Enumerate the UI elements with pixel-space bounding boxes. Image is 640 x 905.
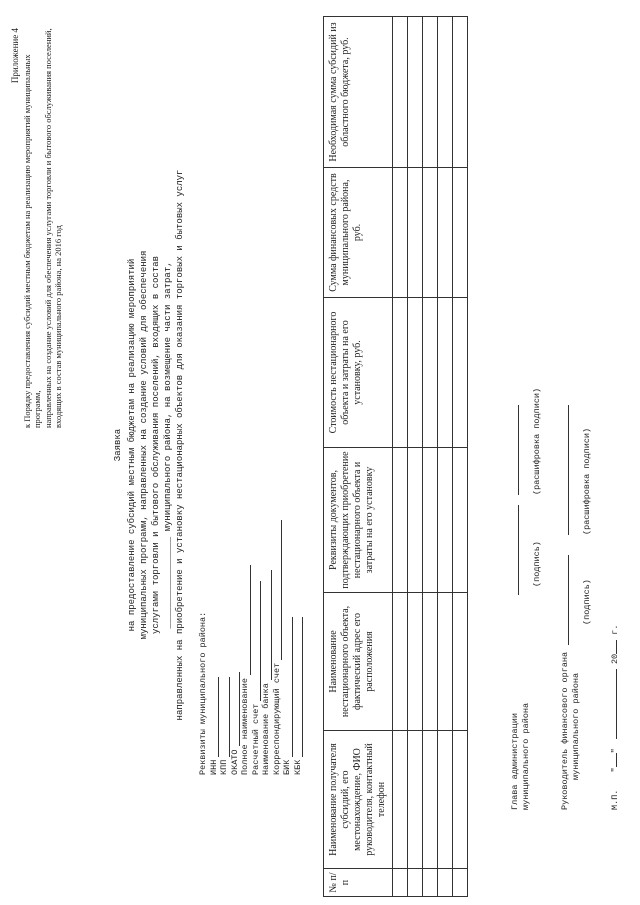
table-cell[interactable] — [393, 448, 408, 593]
table-cell[interactable] — [423, 168, 438, 298]
kbk-field[interactable] — [293, 617, 303, 757]
finance-title: Руководитель финансового органа — [560, 651, 570, 810]
bank-field[interactable] — [262, 570, 272, 680]
full-name-field[interactable] — [241, 565, 251, 675]
table-row — [393, 17, 408, 897]
finance-decoding-line[interactable] — [568, 405, 569, 535]
table-cell[interactable] — [453, 298, 468, 448]
requisite-kbk: КБК — [293, 520, 304, 775]
requisite-bank: Наименование банка — [261, 520, 272, 775]
column-header-recipient: Наименование получателя субсидий, его местонахождение, ФИО руководителя, контактный телефон — [324, 731, 393, 869]
table-cell[interactable] — [408, 593, 423, 731]
column-header-number: № п/п — [324, 869, 393, 897]
table-row — [438, 17, 453, 897]
table-cell[interactable] — [408, 298, 423, 448]
head-signature-block — [510, 703, 531, 810]
table-cell[interactable] — [393, 731, 408, 869]
date-day-field[interactable] — [616, 753, 617, 767]
application-line: на предоставление субсидий местным бюджетам на реализацию мероприятий — [127, 258, 137, 632]
head-decoding-caption: (расшифровка подписи) — [532, 387, 542, 495]
head-signature-line[interactable] — [518, 505, 519, 595]
inn-field[interactable] — [209, 677, 219, 757]
application-title: Заявка — [113, 428, 123, 462]
seal-mark: М.П. — [610, 789, 620, 810]
table-cell[interactable] — [393, 298, 408, 448]
requisite-corr-account: Корреспондирующий счет — [272, 520, 283, 775]
application-line: _________________ муниципального района, на возмещение части затрат, — [163, 261, 173, 629]
finance-district: муниципального района — [570, 672, 581, 780]
finance-signature-caption: (подпись) — [582, 579, 592, 625]
appendix-line: к Порядку предоставления субсидий местным бюджетам на реализацию мероприятий муниципальных программ, — [21, 54, 42, 428]
head-decoding-line[interactable] — [518, 405, 519, 495]
table-cell[interactable] — [408, 869, 423, 897]
table-cell[interactable] — [393, 869, 408, 897]
table-cell[interactable] — [423, 298, 438, 448]
head-signature-caption: (подпись) — [532, 541, 542, 587]
table-header-row — [324, 17, 393, 897]
table-cell[interactable] — [423, 17, 438, 168]
date-month-field[interactable] — [616, 669, 617, 739]
table-row — [453, 17, 468, 897]
appendix-title: Приложение 4 — [10, 28, 20, 84]
corr-account-field[interactable] — [272, 520, 282, 660]
table-cell[interactable] — [423, 731, 438, 869]
table-cell[interactable] — [453, 17, 468, 168]
requisite-full-name: Полное наименование — [240, 520, 251, 775]
finance-signature-block — [560, 652, 581, 810]
column-header-regional-subsidy: Необходимая сумма субсидий из областного бюджета, руб. — [324, 17, 393, 168]
column-header-documents: Реквизиты документов, подтверждающих приобретение нестационарного объекта и затраты на его установку — [324, 448, 393, 593]
application-line: услугами торговли и бытового обслуживания поселений, входящих в состав — [151, 255, 161, 635]
table-cell[interactable] — [423, 593, 438, 731]
table-row — [408, 17, 423, 897]
application-line: направленных на приобретение и установку нестационарных объектов для оказания торговых и бытовых услуг — [175, 169, 185, 721]
table-cell[interactable] — [438, 731, 453, 869]
appendix-note — [10, 28, 64, 498]
table-body — [393, 17, 468, 897]
account-field[interactable] — [251, 581, 261, 701]
table-cell[interactable] — [393, 593, 408, 731]
head-district: муниципального района — [520, 702, 531, 810]
table-cell[interactable] — [438, 593, 453, 731]
table-cell[interactable] — [438, 869, 453, 897]
okato-field[interactable] — [230, 672, 240, 746]
requisite-okato: ОКАТО — [230, 520, 241, 775]
kpp-field[interactable] — [220, 677, 230, 757]
table-cell[interactable] — [423, 448, 438, 593]
table-cell[interactable] — [453, 168, 468, 298]
table-cell[interactable] — [393, 168, 408, 298]
requisite-bik: БИК — [282, 520, 293, 775]
table-cell[interactable] — [453, 448, 468, 593]
requisites-block — [198, 520, 303, 775]
requisite-account: Расчетный счет — [251, 520, 262, 775]
application-heading — [112, 135, 186, 755]
table-cell[interactable] — [408, 448, 423, 593]
table-cell[interactable] — [438, 168, 453, 298]
table-row — [423, 17, 438, 897]
appendix-line: направленных на создание условий для обеспечения услугами торговли и бытового обслуживания поселений, — [42, 28, 53, 428]
column-header-district-funds: Сумма финансовых средств муниципального района, руб. — [324, 168, 393, 298]
column-header-object: Наименование нестационарного объекта, фактический адрес его расположения — [324, 593, 393, 731]
table-cell[interactable] — [423, 869, 438, 897]
table-cell[interactable] — [408, 731, 423, 869]
application-line: муниципальных программ, направленных на создание условий для обеспечения — [139, 250, 149, 640]
date-year-field[interactable] — [616, 640, 617, 654]
requisite-inn: ИНН — [209, 520, 220, 775]
table-cell[interactable] — [453, 869, 468, 897]
requisite-kpp: КПП — [219, 520, 230, 775]
table-cell[interactable] — [438, 448, 453, 593]
table-cell[interactable] — [408, 168, 423, 298]
finance-decoding-caption: (расшифровка подписи) — [582, 427, 592, 535]
table-cell[interactable] — [438, 298, 453, 448]
table-cell[interactable] — [438, 17, 453, 168]
column-header-cost: Стоимость нестационарного объекта и затраты на его установку, руб. — [324, 298, 393, 448]
requisites-heading: Реквизиты муниципального района: — [198, 611, 208, 775]
finance-signature-line[interactable] — [568, 555, 569, 645]
bik-field[interactable] — [283, 617, 293, 757]
table-cell[interactable] — [393, 17, 408, 168]
appendix-line: входящих в состав муниципального района, на 2016 год — [53, 225, 63, 428]
date-line: М.П. "" 20 г. — [610, 624, 620, 810]
subsidy-table — [323, 16, 468, 897]
table-cell[interactable] — [453, 731, 468, 869]
table-cell[interactable] — [453, 593, 468, 731]
table-cell[interactable] — [408, 17, 423, 168]
head-title: Глава администрации — [510, 713, 520, 810]
